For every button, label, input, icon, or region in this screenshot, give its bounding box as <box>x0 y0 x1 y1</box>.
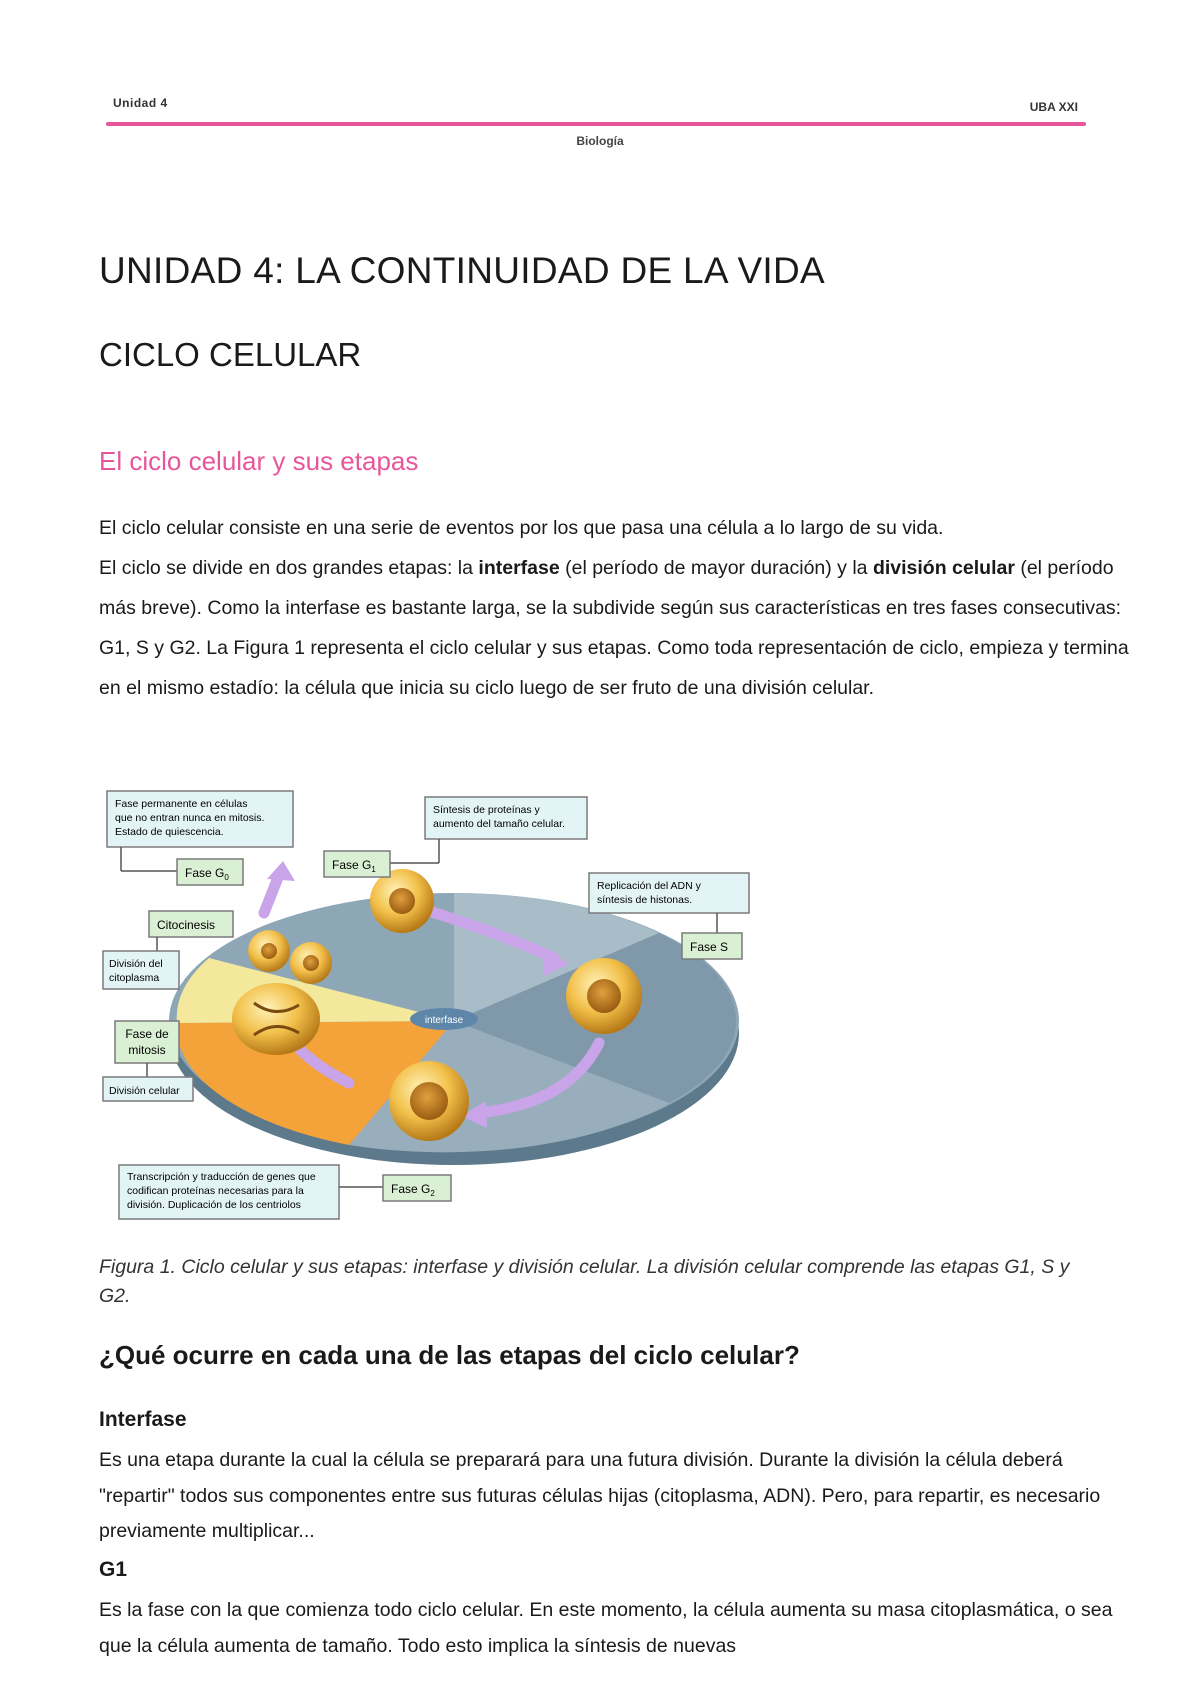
svg-text:aumento del tamaño celular.: aumento del tamaño celular. <box>433 818 565 830</box>
g1-description-box <box>425 797 587 839</box>
svg-text:que no entran nunca en mitosis: que no entran nunca en mitosis. <box>115 812 265 824</box>
svg-text:Transcripción y traducción de: Transcripción y traducción de genes que <box>127 1171 316 1183</box>
intro-line: El ciclo celular consiste en una serie de eventos por los que pasa una célula a lo largo de su vida. <box>99 517 944 539</box>
svg-text:codifican proteínas necesarias: codifican proteínas necesarias para la <box>127 1185 304 1197</box>
s-description-box <box>589 873 749 913</box>
svg-text:división. Duplicación de los c: división. Duplicación de los centriolos <box>127 1199 301 1211</box>
figure-caption: Figura 1. Ciclo celular y sus etapas: interfase y división celular. La división celular comprende las etapas G1, S y G2. <box>99 1255 1070 1307</box>
page-subtitle: CICLO CELULAR <box>99 336 362 373</box>
page-title: UNIDAD 4: LA CONTINUIDAD DE LA VIDA <box>99 250 826 291</box>
svg-text:Replicación del ADN y: Replicación del ADN y <box>597 880 701 892</box>
mitosis-label <box>115 1021 179 1063</box>
cell-g1 <box>370 869 434 933</box>
svg-text:Fase de: Fase de <box>125 1027 169 1041</box>
svg-text:mitosis: mitosis <box>128 1043 166 1057</box>
svg-text:Fase G0: Fase $G_0$ <box>185 866 229 882</box>
interfase-text: Es una etapa durante la cual la célula se preparará para una futura división. Durante la división la célula deberá "repartir" todos sus componentes entre sus futuras células hijas (citoplasma, ADN). Pero, para repartir, es necesario previamente multiplicar... <box>99 1449 1101 1542</box>
svg-text:Fase G1: Fase $G_1$ <box>332 858 376 874</box>
cell-cycle-figure <box>99 783 759 1230</box>
header-subject: Biología <box>576 134 624 148</box>
interfase-center-label: interfase <box>424 1015 464 1026</box>
svg-text:Fase S: Fase S <box>690 940 729 954</box>
intro-paragraph <box>99 548 1129 708</box>
g2-description-box <box>119 1165 339 1219</box>
interfase-term: interfase <box>478 557 560 579</box>
intro-text-c: (el período de mayor duración) y la <box>559 557 873 579</box>
g1-text: Es la fase con la que comienza todo ciclo celular. En este momento, la célula aumenta su masa citoplasmática, o sea que la célula aumenta de tamaño. Todo esto implica la síntesis de nuevas <box>99 1599 1113 1657</box>
g0-description-box <box>107 791 293 847</box>
svg-text:Fase G2: Fase $G_2$ <box>391 1182 435 1198</box>
intro-text-e: (el período más breve). Como la interfase es bastante larga, se la subdivide según sus características en tres fases consecutivas: G1, S y G2. La Figura 1 representa el ciclo celular y sus etapas. Como toda representación de ciclo, empieza y termina en el mismo estadío: la célula que inicia su ciclo luego de ser fruto de una división celular. <box>99 557 1129 699</box>
g1-label <box>324 851 390 877</box>
cytokinesis-label <box>149 911 233 937</box>
header-institution: UBA XXI <box>1029 100 1078 114</box>
svg-text:Citocinesis: Citocinesis <box>157 918 216 932</box>
svg-text:Estado de quiescencia.: Estado de quiescencia. <box>115 826 224 838</box>
interfase-heading: Interfase <box>99 1408 187 1431</box>
division-term: división celular <box>872 557 1015 579</box>
svg-text:citoplasma: citoplasma <box>109 972 160 984</box>
svg-text:División celular: División celular <box>109 1085 180 1097</box>
g0-label <box>177 859 243 885</box>
cell-g2 <box>389 1061 469 1141</box>
cell-s <box>566 958 642 1034</box>
s-label <box>682 933 742 959</box>
header-rule <box>106 122 1086 126</box>
section-title: El ciclo celular y sus etapas <box>99 446 419 476</box>
svg-text:síntesis de histonas.: síntesis de histonas. <box>597 894 693 906</box>
g1-heading: G1 <box>99 1558 128 1581</box>
header-unit: Unidad 4 <box>113 96 168 110</box>
svg-text:División del: División del <box>109 958 163 970</box>
intro-text-a: El ciclo se divide en dos grandes etapas: la <box>99 557 479 579</box>
svg-text:Síntesis de proteínas y: Síntesis de proteínas y <box>433 804 540 816</box>
question-heading: ¿Qué ocurre en cada una de las etapas del ciclo celular? <box>99 1340 800 1370</box>
cell-mitosis <box>232 983 320 1055</box>
cytoplasm-division-box <box>103 951 179 989</box>
g2-label <box>383 1175 451 1201</box>
svg-text:Fase permanente en células: Fase permanente en células <box>115 798 248 810</box>
cell-division-box <box>103 1077 193 1101</box>
